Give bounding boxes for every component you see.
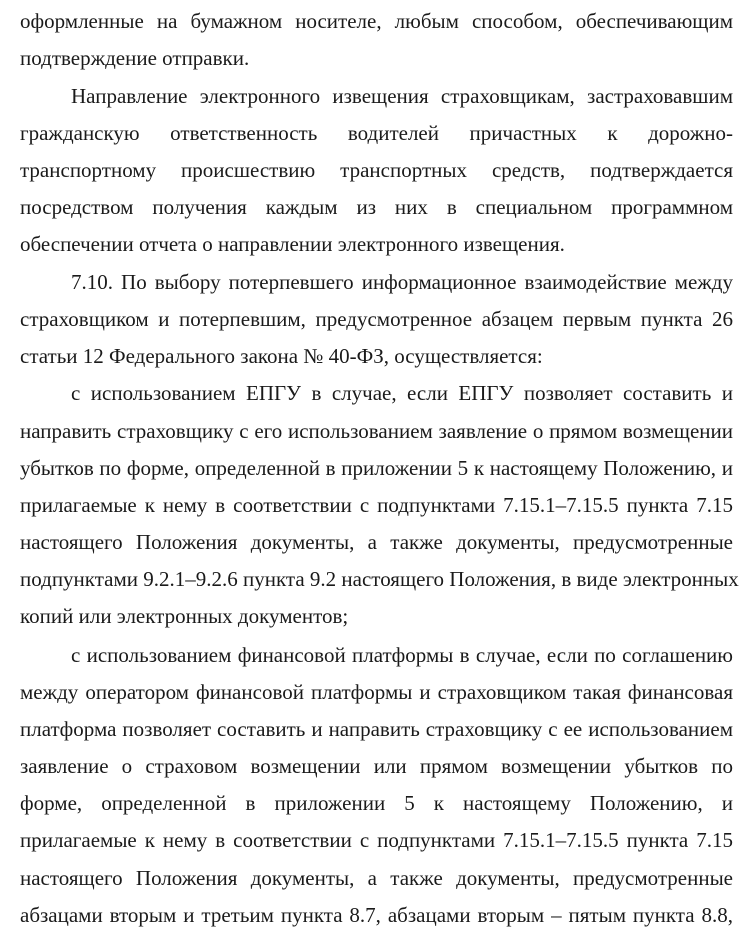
text-line: абзацами вторым и третьим пункта 8.7, абзацами вторым – пятым пункта 8.8, (20, 903, 733, 927)
text-line: убытков по форме, определенной в приложении 5 к настоящему Положению, и (20, 456, 733, 480)
text-line: обеспечении отчета о направлении электронного извещения. (20, 232, 565, 256)
text-line: между оператором финансовой платформы и страховщиком такая финансовая (20, 680, 733, 704)
text-line: транспортному происшествию транспортных средств, подтверждается (20, 158, 733, 182)
text-line: страховщиком и потерпевшим, предусмотренное абзацем первым пункта 26 (20, 307, 733, 331)
text-line: статьи 12 Федерального закона № 40-ФЗ, осуществляется: (20, 344, 543, 368)
text-line: посредством получения каждым из них в специальном программном (20, 195, 733, 219)
text-line: настоящего Положения документы, а также документы, предусмотренные (20, 866, 733, 890)
text-line: направить страховщику с его использованием заявление о прямом возмещении (20, 419, 733, 443)
text-line: платформа позволяет составить и направить страховщику с ее использованием (20, 717, 733, 741)
text-line: копий или электронных документов; (20, 604, 349, 628)
text-line: подтверждение отправки. (20, 46, 250, 70)
text-line: с использованием финансовой платформы в случае, если по соглашению (71, 643, 733, 667)
text-line: гражданскую ответственность водителей причастных к дорожно- (20, 121, 733, 145)
text-line: 7.10. По выбору потерпевшего информационное взаимодействие между (71, 270, 733, 294)
text-line: прилагаемые к нему в соответствии с подпунктами 7.15.1–7.15.5 пункта 7.15 (20, 493, 733, 517)
text-line: с использованием ЕПГУ в случае, если ЕПГУ позволяет составить и (71, 381, 733, 405)
text-line: настоящего Положения документы, а также документы, предусмотренные (20, 530, 733, 554)
text-line: оформленные на бумажном носителе, любым способом, обеспечивающим (20, 9, 733, 33)
text-line: Направление электронного извещения страховщикам, застраховавшим (71, 84, 733, 108)
text-line: подпунктами 9.2.1–9.2.6 пункта 9.2 настоящего Положения, в виде электронных (20, 567, 739, 591)
text-line: прилагаемые к нему в соответствии с подпунктами 7.15.1–7.15.5 пункта 7.15 (20, 828, 733, 852)
text-line: форме, определенной в приложении 5 к настоящему Положению, и (20, 791, 733, 815)
text-line: заявление о страховом возмещении или прямом возмещении убытков по (20, 754, 733, 778)
